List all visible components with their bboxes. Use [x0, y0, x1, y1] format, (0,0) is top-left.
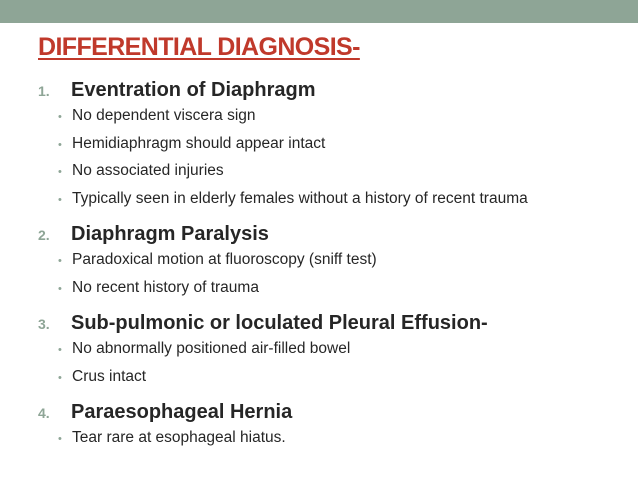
- bullet-item: [38, 279, 633, 307]
- bullet-text: No dependent viscera sign: [72, 107, 256, 124]
- bullet-item: [38, 251, 633, 279]
- section-number: 3.: [38, 316, 50, 332]
- bullet-dot-icon: •: [58, 255, 62, 267]
- differential-section: [38, 312, 633, 395]
- bullet-item: [38, 162, 633, 190]
- bullet-dot-icon: •: [58, 193, 62, 206]
- bullet-dot-icon: •: [58, 371, 62, 384]
- section-number: 1.: [38, 83, 50, 99]
- bullet-item: [38, 190, 633, 218]
- bullet-text: Tear rare at esophageal hiatus.: [72, 429, 286, 446]
- slide-title: DIFFERENTIAL DIAGNOSIS-: [38, 33, 360, 61]
- bullet-text: Hemidiaphragm should appear intact: [72, 134, 326, 152]
- bullet-text: Crus intact: [72, 367, 147, 385]
- top-decorative-band: [0, 0, 638, 23]
- section-number: 2.: [38, 227, 50, 243]
- section-heading: [38, 223, 633, 251]
- bullet-text: No recent history of trauma: [72, 278, 259, 296]
- section-heading-text: Diaphragm Paralysis: [71, 223, 269, 245]
- bullet-item: [38, 368, 633, 396]
- differential-section: [38, 79, 633, 217]
- slide-content: [38, 79, 633, 457]
- section-heading-text: Sub-pulmonic or loculated Pleural Effusion-: [71, 312, 488, 334]
- section-heading: [38, 401, 633, 429]
- bullet-text: No associated injuries: [72, 162, 224, 179]
- bullet-dot-icon: •: [58, 282, 62, 295]
- bullet-dot-icon: •: [58, 111, 62, 123]
- section-number: 4.: [38, 405, 50, 421]
- bullet-text: Paradoxical motion at fluoroscopy (sniff test): [72, 251, 377, 268]
- differential-section: [38, 401, 633, 457]
- bullet-dot-icon: •: [58, 138, 62, 151]
- section-heading: [38, 312, 633, 340]
- section-heading-text: Paraesophageal Hernia: [71, 401, 293, 423]
- bullet-text: Typically seen in elderly females without a history of recent trauma: [72, 189, 528, 207]
- bullet-dot-icon: •: [58, 344, 62, 356]
- bullet-item: [38, 107, 633, 135]
- bullet-text: No abnormally positioned air-filled bowel: [72, 340, 351, 357]
- bullet-item: [38, 135, 633, 163]
- bullet-item: [38, 429, 633, 457]
- bullet-dot-icon: •: [58, 166, 62, 178]
- bullet-item: [38, 340, 633, 368]
- section-heading-text: Eventration of Diaphragm: [71, 79, 316, 101]
- differential-section: [38, 223, 633, 306]
- section-heading: [38, 79, 633, 107]
- bullet-dot-icon: •: [58, 433, 62, 445]
